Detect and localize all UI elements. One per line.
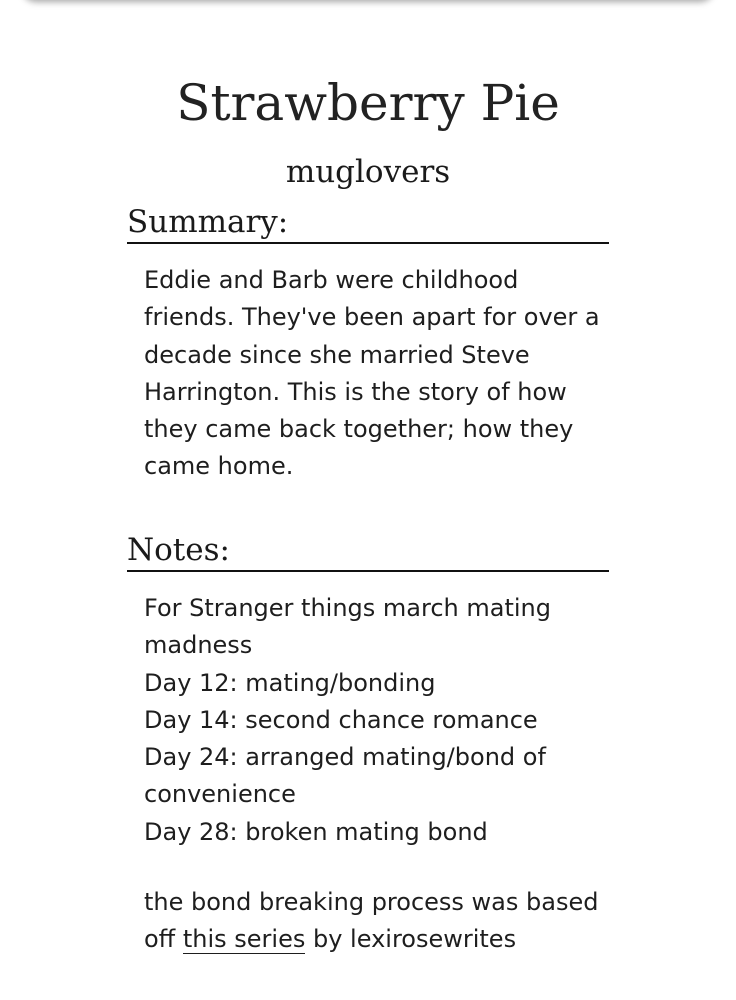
notes-line: Day 24: arranged mating/bond of convenience <box>144 743 546 809</box>
notes-para-text-before: the bond breaking process was based off <box>144 888 599 954</box>
notes-line: Day 14: second chance romance <box>144 705 538 734</box>
notes-para-text-after: by lexirosewrites <box>305 925 517 954</box>
notes-list <box>144 590 614 851</box>
series-link[interactable]: this series <box>182 925 306 954</box>
work-title: Strawberry Pie <box>176 74 560 132</box>
notes-paragraph <box>144 884 614 959</box>
notes-line: Day 12: mating/bonding <box>144 668 436 697</box>
author-name[interactable]: muglovers <box>285 154 451 190</box>
notes-line: Day 28: broken mating bond <box>144 817 488 846</box>
notes-heading: Notes: <box>127 530 609 572</box>
summary-text: Eddie and Barb were childhood friends. They've been apart for over a decade since she married Steve Harrington. This is the story of how they came back together; how they came home. <box>144 266 600 481</box>
notes-line: For Stranger things march mating madness <box>144 594 551 660</box>
summary-heading: Summary: <box>127 202 609 244</box>
